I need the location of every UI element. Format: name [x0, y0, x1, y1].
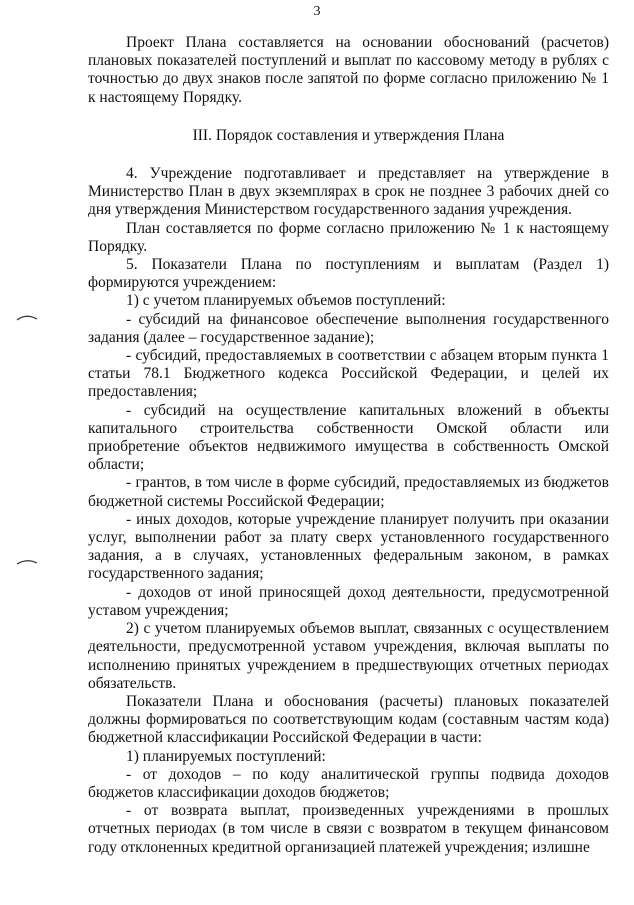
list-item-from-income: - от доходов – по коду аналитической группы подвида доходов бюджетов классификации доходов бюджетов;: [88, 765, 609, 801]
scan-mark: [16, 557, 38, 567]
paragraph-item-5: 5. Показатели Плана по поступлениям и выплатам (Раздел 1) формируются учреждением:: [88, 256, 609, 292]
list-item-subsidies-state-task: - субсидий на финансовое обеспечение выполнения государственного задания (далее – государственное задание);: [88, 310, 609, 346]
list-item-subsidies-78-1: - субсидий, предоставляемых в соответствии с абзацем вторым пункта 1 статьи 78.1 Бюджетного кодекса Российской Федерации, и целей их предоставления;: [88, 347, 609, 401]
paragraph-indicators: Показатели Плана и обоснования (расчеты) плановых показателей должны формироваться по соответствующим кодам (составным частям кода) бюджетной классификации Российской Федерации в части:: [88, 692, 609, 747]
list-item-from-refunds: - от возврата выплат, произведенных учреждениями в прошлых отчетных периодах (в том числе в связи с возвратом в текущем финансовом году отклоненных кредитной организацией платежей учреждения; излишне: [88, 802, 609, 856]
list-item-income-activity: - доходов от иной приносящей доход деятельности, предусмотренной уставом учреждения;: [88, 583, 609, 619]
paragraph-form: План составляется по форме согласно приложению № 1 к настоящему Порядку.: [88, 219, 609, 255]
document-body: [88, 34, 609, 857]
list-item-other-income: - иных доходов, которые учреждение планирует получить при оказании услуг, выполнении работ за плату сверх установленного государственного задания, а в случаях, установленных федеральным законом, в рамках государственного задания;: [88, 510, 609, 583]
page-number: 3: [313, 4, 321, 19]
list-item-capital-investments: - субсидий на осуществление капитальных вложений в объекты капитального строительства собственности Омской области или приобретение объектов недвижимого имущества в собственность Омской области;: [88, 401, 609, 474]
scan-mark: [16, 312, 38, 322]
list-item-planned-receipts: 1) планируемых поступлений:: [126, 747, 326, 765]
section-heading: III. Порядок составления и утверждения Плана: [192, 126, 505, 144]
list-item-payments: 2) с учетом планируемых объемов выплат, связанных с осуществлением деятельности, предусмотренной уставом учреждения, включая выплаты по исполнению принятых учреждением в предшествующих отчетных периодах обязательств.: [88, 620, 609, 692]
paragraph-draft-plan: Проект Плана составляется на основании обоснований (расчетов) плановых показателей поступлений и выплат по кассовому методу в рублях с точностью до двух знаков после запятой по форме согласно приложению № 1 к настоящему Порядку.: [88, 34, 609, 106]
paragraph-item-4: 4. Учреждение подготавливает и представляет на утверждение в Министерство План в двух экземплярах в срок не позднее 3 рабочих дней со дня утверждения Министерством государственного задания учреждения.: [88, 165, 609, 219]
list-item-receipts: 1) с учетом планируемых объемов поступлений:: [126, 292, 446, 310]
list-item-grants: - грантов, в том числе в форме субсидий, предоставляемых из бюджетов бюджетной системы Российской Федерации;: [88, 474, 609, 510]
